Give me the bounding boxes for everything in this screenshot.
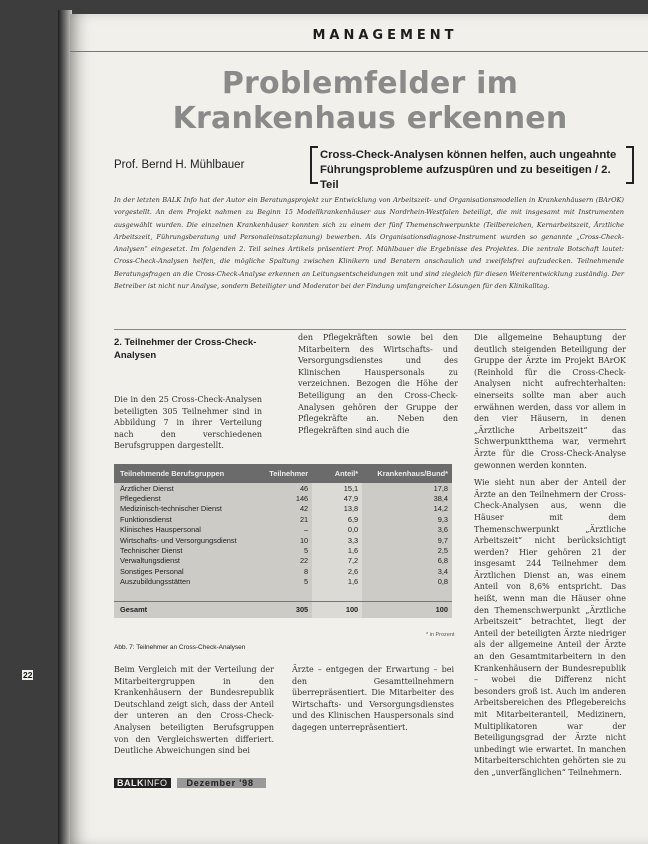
table-row [114,514,452,524]
table-cell: 9,3 [437,514,448,524]
table-header-cell: Teilnehmende Berufsgruppen [114,464,259,483]
table-cell: 46 [299,483,309,493]
table-cell: 2,5 [437,546,448,556]
table-footnote: * in Prozent [426,632,455,638]
table-total-row [114,601,452,618]
table-header-row [114,464,452,483]
table-header-cell: Krankenhaus/Bund* [362,464,452,483]
table-cell: 100 [362,601,452,618]
title-line-1: Problemfelder im [221,66,519,101]
table-row [114,535,452,545]
table-cell: 2,6 [312,566,362,576]
table-cell: 146 [295,494,309,504]
table-cell: 14,2 [433,504,448,514]
table-cell: Medizinisch-technischer Dienst [120,504,222,514]
table-cell: Wirtschafts- und Versorgungsdienst [120,535,237,545]
author-name: Prof. Bernd H. Mühlbauer [114,159,245,171]
table-cell: Funktionsdienst [120,514,172,524]
table-cell: Technischer Dienst [120,546,183,556]
article-subtitle [320,148,626,193]
table-header-cell: Anteil* [312,464,362,483]
table-row [114,545,452,555]
table-cell: Klinisches Hauspersonal [120,525,201,535]
table-row [114,566,452,576]
table-cell: 13,8 [312,504,362,514]
table-cell: 42 [299,504,309,514]
column-1-text: Die in den 25 Cross-Check-Analysen beteiligten 305 Teilnehmer sind in Abbildung 7 in ihrer Verteilung nach den verschiedenen Berufsgruppen dargestellt. [114,395,262,451]
table-cell: 17,8 [433,483,448,493]
table-cell: 3,3 [312,535,362,545]
issue-date: Dezember '98 [177,778,266,788]
column-1-lower-text: Beim Vergleich mit der Verteilung der Mitarbeitergruppen in den Krankenhäusern der Bundesrepublik Deutschland zeigt sich, dass der Anteil der unteren an den Cross-Check-Analysen beteiligten Berufsgruppen von den Vergleichswerten differiert. Deutliche Abweichungen sind bei [114,665,274,756]
article-title [110,66,630,136]
table-cell: 3,4 [437,566,448,576]
intro-divider [114,329,626,330]
table-cell: 0,8 [437,577,448,587]
column-3-paragraph-1: Die allgemeine Behauptung der deutlich steigenden Beteiligung der Gruppe der Ärzte im Projekt BArOK (Reinhold für die Cross-Check-Analysen nicht aufrechterhalten: einerseits sollte man aber auch erwähnen werden, dass vor allem in den vier Häusern, in denen „Ärztliche Arbeitszeit“ das Schwerpunktthema war, vermehrt Ärzte für die Cross-Check-Analyse gewonnen werden konnten. [474,333,626,470]
table-cell: 47,9 [312,493,362,503]
participants-table [114,464,452,618]
section-heading: 2. Teilnehmer der Cross-Check-Analysen [114,337,257,361]
table-cell: – [304,525,309,535]
magazine-brand [114,778,171,788]
page-number: 22 [23,670,33,680]
table-cell: Pflegedienst [120,494,161,504]
table-cell: 100 [312,601,362,618]
subtitle-line-2: Führungsprobleme aufzuspüren und zu beseitigen / 2. Teil [320,164,611,191]
table-cell: 1,6 [312,545,362,555]
column-3-paragraph-2: Wie sieht nun aber der Anteil der Ärzte an den Teilnehmern der Cross-Check-Analysen aus, wenn die Häuser mit dem Themenschwerpunkt „Ärztliche Arbeitszeit“ nicht berücksichtigt werden? Hier gehören 21 der insgesamt 244 Teilnehmer dem Ärztlichen Dienst an, was einem Anteil von 8,6% entspricht. Das heißt, wenn man die Häuser ohne den Themenschwerpunkt „Ärztliche Arbeitszeit“ betrachtet, liegt der Anteil der beteiligten Ärzte niedriger als der allgemeine Anteil der Ärzte an den Gesamtmitarbeitern in den Krankenhäusern der Bundesrepublik – wobei die Differenz nicht besonders groß ist. Auch im anderen Arbeitsbereichen des Pflegebereichs mit Mitarbeiteranteil, Medizinern, Multiplikatoren war der Beteiligungsgrad der Ärzte nicht unbedingt wie erwartet. In manchen Mitarbeiterschichten gehörten sie zu den „unverfänglichen“ Teilnehmern. [474,478,626,777]
header-rule [70,51,648,52]
table-cell: Verwaltungsdienst [120,556,180,566]
table-row [114,504,452,514]
subtitle-line-1: Cross-Check-Analysen können helfen, auch ungeahnte [320,149,617,161]
table-cell: 5 [304,577,309,587]
title-line-2: Krankenhaus erkennen [172,101,568,136]
intro-paragraph: In der letzten BALK Info hat der Autor ein Beratungsprojekt zur Entwicklung von Arbeitszeit- und Organisationsmodellen in Krankenhäusern (BArOK) vorgestellt. An dem Projekt nahmen zu Beginn 15 Modellkrankenhäuser aus Nordrhein-Westfalen beteiligt, die mit insgesamt mit Instrumenten ausgewählt wurden. Die einzelnen Krankenhäuser konnten sich zu einem der fünf Themenschwerpunkte (Teilbereichen, Kernarbeitszeit, Ärztliche Arbeitszeit, Führungsberatung und Personaleinsatzplanung) bewerben. Als Organisationsdiagnose-Instrument wurden so genannte „Cross-Check-Analysen“ eingesetzt. Im folgenden 2. Teil seines Artikels präsentiert Prof. Mühlbauer die Ergebnisse des Projektes. Die zentrale Botschaft lautet: Cross-Check-Analysen helfen, die mögliche Spaltung zwischen Klinikern und Beratern anschaulich und zweifelsfrei aufzudecken. Teilnehmende Beratungsfragen an die Cross-Check-Analyse erkennen an Leitungsentscheidungen mit und sind ziegleich für diesen Weiterentwicklung zuständig. Der Betreiber ist nicht nur Analyse, sondern Beteiligter und Moderator bei der Findung umfangreicher Lösungen für den Klinikalltag. [114,196,624,291]
table-cell: 6,9 [312,514,362,524]
brand-name: BALK [117,778,144,788]
table-cell: 10 [299,535,309,545]
table-cell: Sonstiges Personal [120,566,184,576]
table-cell: 22 [299,556,309,566]
table-cell: 5 [304,546,309,556]
table-cell: Gesamt [114,601,259,618]
table-caption: Abb. 7: Teilnehmer an Cross-Check-Analysen [114,644,246,651]
table-row [114,556,452,566]
table-cell: Auszubildungsstätten [120,577,191,587]
subtitle-bracket-left [310,146,318,184]
column-3-text [474,332,626,777]
table-header-cell: Teilnehmer [259,464,313,483]
column-2-lower-text: Ärzte – entgegen der Erwartung – bei den Gesamtteilnehmern überrepräsentiert. Die Mitarbeiter des Wirtschafts- und Versorgungsdienstes und des Klinischen Hauspersonals sind dagegen unterrepräsentiert. [292,665,454,732]
magazine-page [70,14,648,844]
table-row [114,493,452,503]
table-cell: 0,0 [312,525,362,535]
column-2-text: den Pflegekräften sowie bei den Mitarbeitern des Wirtschafts- und Versorgungsdienstes und des Klinischen Hauspersonals zu verzeichnen. Bezogen die Höhe der Beteiligung an den Cross-Check-Analysen gehören der Gruppe der Pflegekräfte an. Neben den Pflegekräften sind auch die [298,333,458,435]
table-row [114,525,452,535]
table-cell: 6,8 [437,556,448,566]
brand-suffix: INFO [144,778,168,788]
table-cell: 305 [259,601,313,618]
table-cell: 8 [304,566,309,576]
table-row [114,577,452,587]
table-cell: 3,6 [437,525,448,535]
table-cell: 38,4 [433,494,448,504]
table-spacer-row [114,587,452,602]
page-footer [114,778,364,788]
table-cell: 21 [299,514,309,524]
table-cell: 7,2 [312,556,362,566]
subtitle-bracket-right [626,146,634,184]
section-header: MANAGEMENT [312,28,458,43]
table-row [114,483,452,493]
table-cell: 1,6 [312,577,362,587]
table-cell: 9,7 [437,535,448,545]
table-cell: 15,1 [312,483,362,493]
table-cell: Ärztlicher Dienst [120,483,174,493]
